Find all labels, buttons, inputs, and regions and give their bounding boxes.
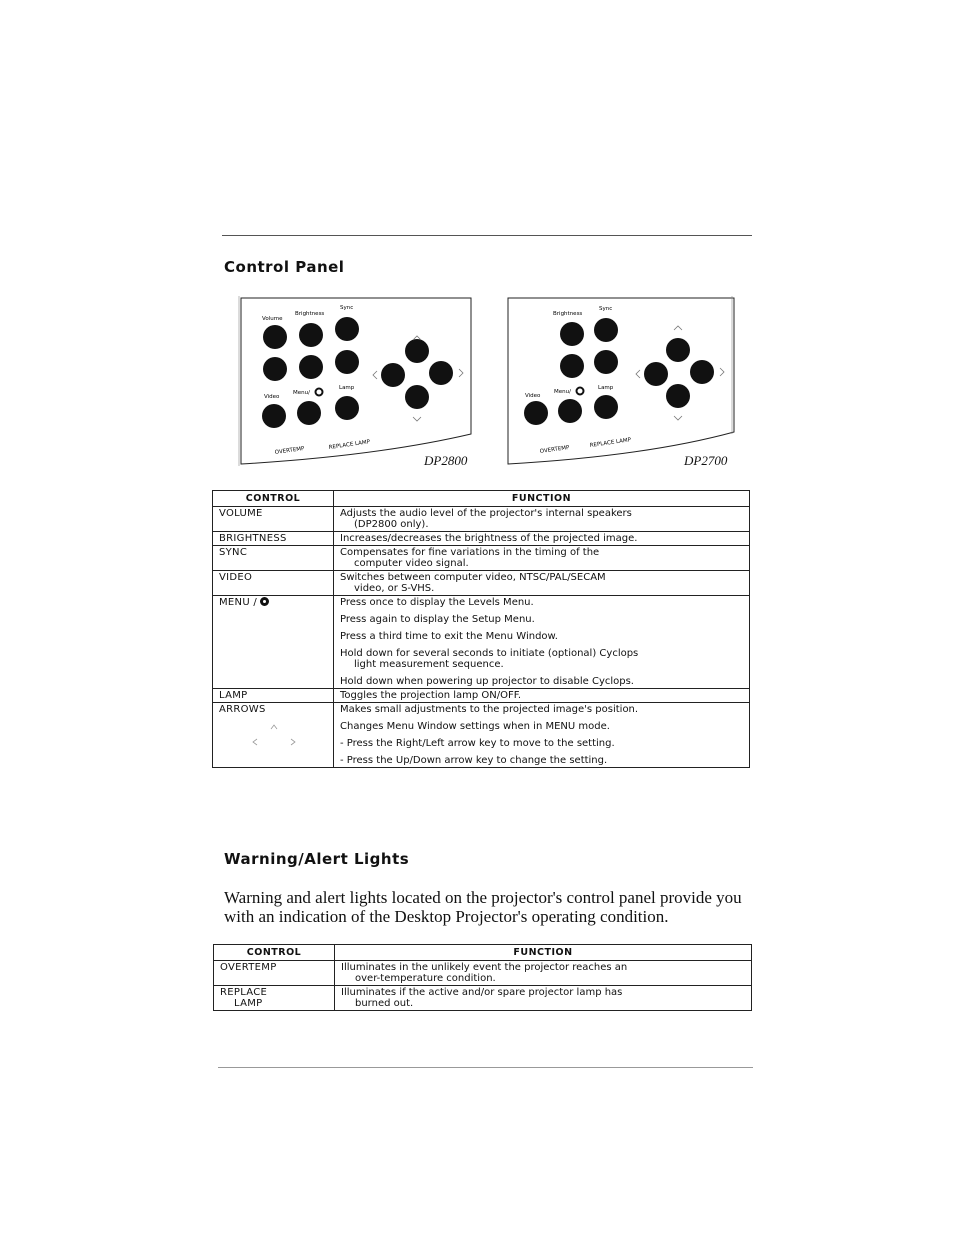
function-line: Compensates for fine variations in the timing of the — [340, 547, 600, 558]
function-cell — [334, 532, 750, 546]
dp2700-label-video: Video — [525, 393, 541, 399]
dp2700-button-arrow-up — [666, 338, 690, 362]
function-line: Adjusts the audio level of the projector's internal speakers — [340, 508, 632, 519]
column-header-function: FUNCTION — [335, 945, 752, 961]
dp2800-button-lamp — [335, 396, 359, 420]
control-cell: LAMP — [213, 689, 334, 703]
dp2700-label-brightness: Brightness — [553, 311, 583, 317]
control-name-line: REPLACE — [220, 987, 268, 998]
dp2700-caret-left-icon — [636, 370, 640, 378]
dp2700-button-video — [524, 401, 548, 425]
function-line: (DP2800 only). — [354, 519, 429, 530]
dp2800-button-arrow-right — [429, 361, 453, 385]
dp2700-label-overtemp: OVERTEMP — [539, 444, 570, 455]
dp2800-button-sync-down — [335, 350, 359, 374]
dp2800-button-arrow-left — [381, 363, 405, 387]
function-cell — [334, 703, 750, 768]
dp2700-menu-glyph — [577, 388, 584, 395]
dp2700-button-sync-down — [594, 350, 618, 374]
dp2800-button-brightness-up — [299, 323, 323, 347]
function-line: Hold down when powering up projector to disable Cyclops. — [340, 676, 634, 687]
control-function-table — [212, 490, 750, 768]
arrow-keys-icon — [249, 723, 299, 751]
table-row-overtemp — [214, 961, 752, 986]
table-header-row — [213, 491, 750, 507]
top-rule — [222, 235, 752, 236]
dp2700-caret-right-icon — [720, 368, 724, 376]
dp2700-caret-up-icon — [674, 326, 682, 330]
dp2700-label-menu: Menu/ — [554, 389, 571, 395]
dp2700-label-sync: Sync — [599, 306, 613, 312]
menu-button-icon — [260, 597, 269, 606]
function-cell — [335, 961, 752, 986]
function-line: Press once to display the Levels Menu. — [340, 597, 534, 608]
control-cell: VIDEO — [213, 571, 334, 596]
table-header-row — [214, 945, 752, 961]
function-line: Hold down for several seconds to initiate (optional) Cyclops — [340, 648, 639, 659]
table-row-video — [213, 571, 750, 596]
function-line: Makes small adjustments to the projected image's position. — [340, 704, 639, 715]
function-line: Illuminates if the active and/or spare projector lamp has — [341, 987, 623, 998]
function-line: computer video signal. — [354, 558, 469, 569]
function-line: Press again to display the Setup Menu. — [340, 614, 535, 625]
dp2800-caret-right-icon — [459, 369, 463, 377]
dp2700-button-sync-up — [594, 318, 618, 342]
column-header-function: FUNCTION — [334, 491, 750, 507]
table-row-menu — [213, 596, 750, 689]
dp2800-label-sync: Sync — [340, 305, 354, 311]
dp2800-button-arrow-down — [405, 385, 429, 409]
dp2800-button-menu — [297, 401, 321, 425]
dp2700-button-arrow-left — [644, 362, 668, 386]
control-panel-heading: Control Panel — [224, 258, 345, 276]
control-name: ARROWS — [219, 704, 266, 715]
dp2800-label-brightness: Brightness — [295, 311, 325, 317]
table-row-lamp — [213, 689, 750, 703]
column-header-control: CONTROL — [214, 945, 335, 961]
control-panel-diagram-dp2800 — [237, 296, 477, 471]
function-line: light measurement sequence. — [354, 659, 504, 670]
dp2800-label-replace-lamp: REPLACE LAMP — [328, 439, 371, 451]
bottom-rule — [218, 1067, 753, 1068]
table-row-arrows — [213, 703, 750, 768]
dp2800-button-sync-up — [335, 317, 359, 341]
dp2800-button-volume-up — [263, 325, 287, 349]
dp2800-label-volume: Volume — [262, 316, 283, 322]
control-cell: OVERTEMP — [214, 961, 335, 986]
function-cell — [334, 507, 750, 532]
dp2700-label-replace-lamp: REPLACE LAMP — [589, 437, 632, 449]
control-name: MENU / — [219, 597, 258, 608]
control-cell — [213, 703, 334, 768]
function-line: Toggles the projection lamp ON/OFF. — [340, 690, 522, 701]
dp2700-button-arrow-down — [666, 384, 690, 408]
table-row-brightness — [213, 532, 750, 546]
dp2700-button-lamp — [594, 395, 618, 419]
table-row-volume — [213, 507, 750, 532]
dp2800-caret-down-icon — [413, 417, 421, 421]
function-line: over-temperature condition. — [355, 973, 496, 984]
dp2800-button-arrow-up — [405, 339, 429, 363]
control-cell — [213, 596, 334, 689]
function-line: Illuminates in the unlikely event the projector reaches an — [341, 962, 628, 973]
control-cell: VOLUME — [213, 507, 334, 532]
dp2800-button-brightness-down — [299, 355, 323, 379]
control-panel-diagram-dp2700 — [506, 296, 741, 471]
warning-intro-paragraph: Warning and alert lights located on the projector's control panel provide you with an indication of the Desktop Projector's operating condition. — [224, 888, 742, 926]
dp2800-model-label: DP2800 — [424, 453, 468, 468]
dp2800-button-video — [262, 404, 286, 428]
dp2800-menu-glyph — [316, 389, 323, 396]
dp2700-button-brightness-up — [560, 322, 584, 346]
function-line: video, or S-VHS. — [354, 583, 435, 594]
function-line: - Press the Up/Down arrow key to change the setting. — [340, 755, 608, 766]
dp2800-button-volume-down — [263, 357, 287, 381]
dp2700-label-lamp: Lamp — [598, 385, 614, 391]
dp2700-button-arrow-right — [690, 360, 714, 384]
control-cell: SYNC — [213, 546, 334, 571]
dp2700-button-brightness-down — [560, 354, 584, 378]
column-header-control: CONTROL — [213, 491, 334, 507]
dp2800-caret-left-icon — [373, 371, 377, 379]
warning-lights-heading: Warning/Alert Lights — [224, 850, 410, 868]
dp2800-label-video: Video — [264, 394, 280, 400]
control-cell: BRIGHTNESS — [213, 532, 334, 546]
function-cell — [334, 596, 750, 689]
dp2800-label-overtemp: OVERTEMP — [274, 445, 305, 456]
dp2800-panel-drawing — [237, 296, 477, 471]
dp2800-label-menu: Menu/ — [293, 390, 310, 396]
warning-lights-table — [213, 944, 752, 1011]
function-cell — [334, 546, 750, 571]
dp2700-caret-down-icon — [674, 416, 682, 420]
dp2700-model-label: DP2700 — [684, 453, 728, 468]
table-row-sync — [213, 546, 750, 571]
function-line: burned out. — [355, 998, 414, 1009]
dp2800-label-lamp: Lamp — [339, 385, 355, 391]
control-name-line: LAMP — [234, 998, 263, 1009]
control-cell — [214, 986, 335, 1011]
function-cell — [335, 986, 752, 1011]
function-line: Changes Menu Window settings when in MENU mode. — [340, 721, 610, 732]
function-line: - Press the Right/Left arrow key to move to the setting. — [340, 738, 615, 749]
table-row-replace-lamp — [214, 986, 752, 1011]
function-cell — [334, 571, 750, 596]
function-line: Increases/decreases the brightness of the projected image. — [340, 533, 638, 544]
dp2700-button-menu — [558, 399, 582, 423]
function-line: Switches between computer video, NTSC/PAL/SECAM — [340, 572, 606, 583]
function-cell — [334, 689, 750, 703]
dp2700-panel-drawing — [506, 296, 741, 471]
function-line: Press a third time to exit the Menu Window. — [340, 631, 558, 642]
